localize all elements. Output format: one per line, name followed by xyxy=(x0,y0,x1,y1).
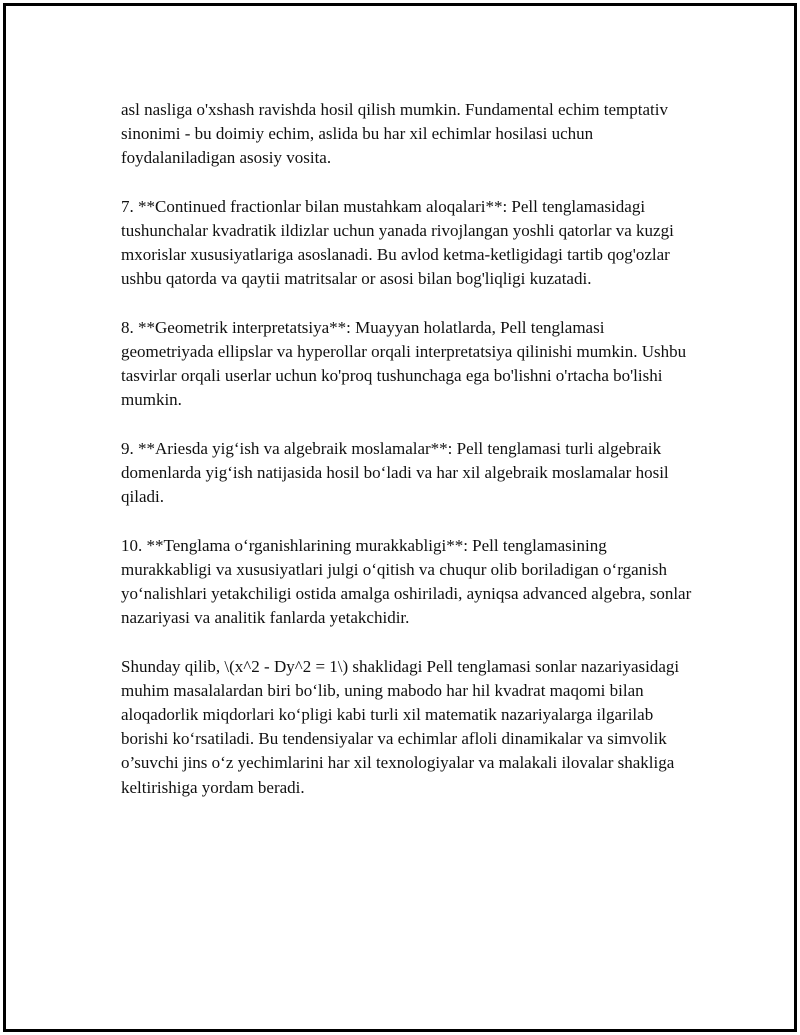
paragraph-item-7: 7. **Continued fractionlar bilan mustahkam aloqalari**: Pell tenglamasidagi tushunchalar kvadratik ildizlar uchun yanada rivojlangan yoshli qatorlar va kuzgi mxorislar xususiyatlariga asoslanadi. Bu avlod ketma-ketligidagi tartib qog'ozlar ushbu qatorda va qaytii matritsalar or asosi bilan bog'liqligi kuzatadi. xyxy=(121,196,674,289)
paragraph-conclusion: Shunday qilib, \(x^2 - Dy^2 = 1\) shaklidagi Pell tenglamasi sonlar nazariyasidagi muhim masalalardan biri bo‘lib, uning mabodo har hil kvadrat maqomi bilan aloqadorlik miqdorlari ko‘pligi kabi turli xil matematik nazariyalarga ilgarilab borishi ko‘rsatiladi. Bu tendensiyalar va echimlar afloli dinamikalar va simvolik o’suvchi jins o‘z yechimlarini har xil texnologiyalar va malakali ilovalar shakliga keltirishiga yordam beradi. xyxy=(121,656,680,797)
page-frame xyxy=(3,3,797,1032)
paragraph-item-8: 8. **Geometrik interpretatsiya**: Muayyan holatlarda, Pell tenglamasi geometriyada ellipslar va hyperollar orqali interpretatsiya qilinishi mumkin. Ushbu tasvirlar orqali userlar uchun ko'proq tushunchaga ega bo'lishni o'rtacha bo'lishi mumkin. xyxy=(121,317,687,410)
paragraph-item-9: 9. **Ariesda yig‘ish va algebraik moslamalar**: Pell tenglamasi turli algebraik domenlarda yig‘ish natijasida hosil bo‘ladi va har xil algebraik moslamalar hosil qiladi. xyxy=(121,438,669,507)
paragraph-intro-continuation: asl nasliga o'xshash ravishda hosil qilish mumkin. Fundamental echim temptativ sinonimi - bu doimiy echim, aslida bu har xil echimlar hosilasi uchun foydalaniladigan asosiy vosita. xyxy=(121,100,668,168)
paragraph-item-10: 10. **Tenglama o‘rganishlarining murakkabligi**: Pell tenglamasining murakkabligi va xususiyatlari julgi o‘qitish va chuqur olib boriladigan o‘rganish yo‘nalishlari yetakchiligi ostida amalga oshiriladi, ayniqsa advanced algebra, sonlar nazariyasi va analitik fanlarda yetakchidir. xyxy=(121,535,692,628)
document-body xyxy=(121,98,701,800)
